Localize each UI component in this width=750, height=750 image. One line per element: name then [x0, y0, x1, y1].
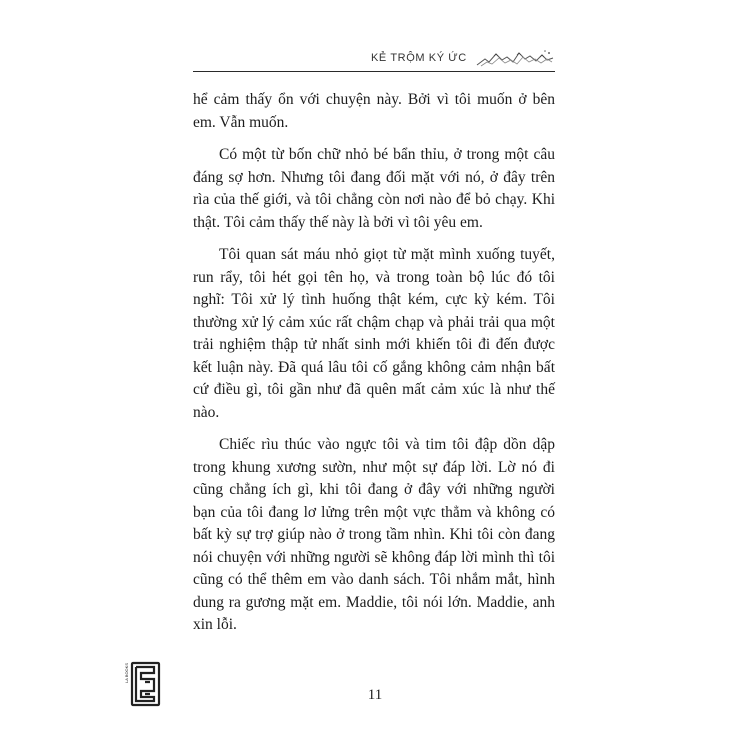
paragraph-4: Chiếc rìu thúc vào ngực tôi và tim tôi đập dồn dập trong khung xương sườn, như một sự đáp lời. Lờ nó đi cũng chẳng ích gì, khi tôi đang ở đây với những người bạn của tôi đang lơ lửng trên một vực thẳm và không có bất kỳ sự trợ giúp nào ở trong tầm nhìn. Khi tôi còn đang nói chuyện với những người sẽ không đáp lời mình thì tôi cũng có thể thêm em vào danh sách. Tôi nhắm mắt, hình dung ra gương mặt em. Maddie, tôi nói lớn. Maddie, anh xin lỗi.: [193, 436, 555, 633]
running-header: [193, 47, 555, 75]
mountain-range-ornament-icon: [475, 47, 555, 69]
body-text: [193, 89, 555, 637]
header-rule: [193, 71, 555, 72]
running-title: KẺ TRỘM KÝ ỨC: [371, 52, 467, 64]
logo-text: LA BOOKS: [124, 662, 129, 683]
page-number: 11: [367, 687, 383, 703]
paragraph-2: Có một từ bốn chữ nhỏ bé bẩn thỉu, ở trong một câu đáng sợ hơn. Nhưng tôi đang đối mặt với nó, ở đây trên rìa của thế giới, và tôi chẳng còn nơi nào để bỏ chạy. Khi thật. Tôi cảm thấy thế này là bởi vì tôi yêu em.: [193, 146, 555, 231]
paragraph-3: Tôi quan sát máu nhỏ giọt từ mặt mình xuống tuyết, run rẩy, tôi hét gọi tên họ, và trong toàn bộ lúc đó tôi nghĩ: Tôi xử lý tình huống thật kém, cực kỳ kém. Tôi thường xử lý cảm xúc rất chậm chạp và phải trải qua một trải nghiệm thập tử nhất sinh mới khiến tôi đi đến được kết luận này. Đã quá lâu tôi cố gắng không cảm nhận bất cứ điều gì, tôi gần như đã quên mất cảm xúc là như thế nào.: [193, 246, 555, 421]
paragraph-1: hể cảm thấy ổn với chuyện này. Bởi vì tôi muốn ở bên em. Vẫn muốn.: [193, 91, 555, 131]
